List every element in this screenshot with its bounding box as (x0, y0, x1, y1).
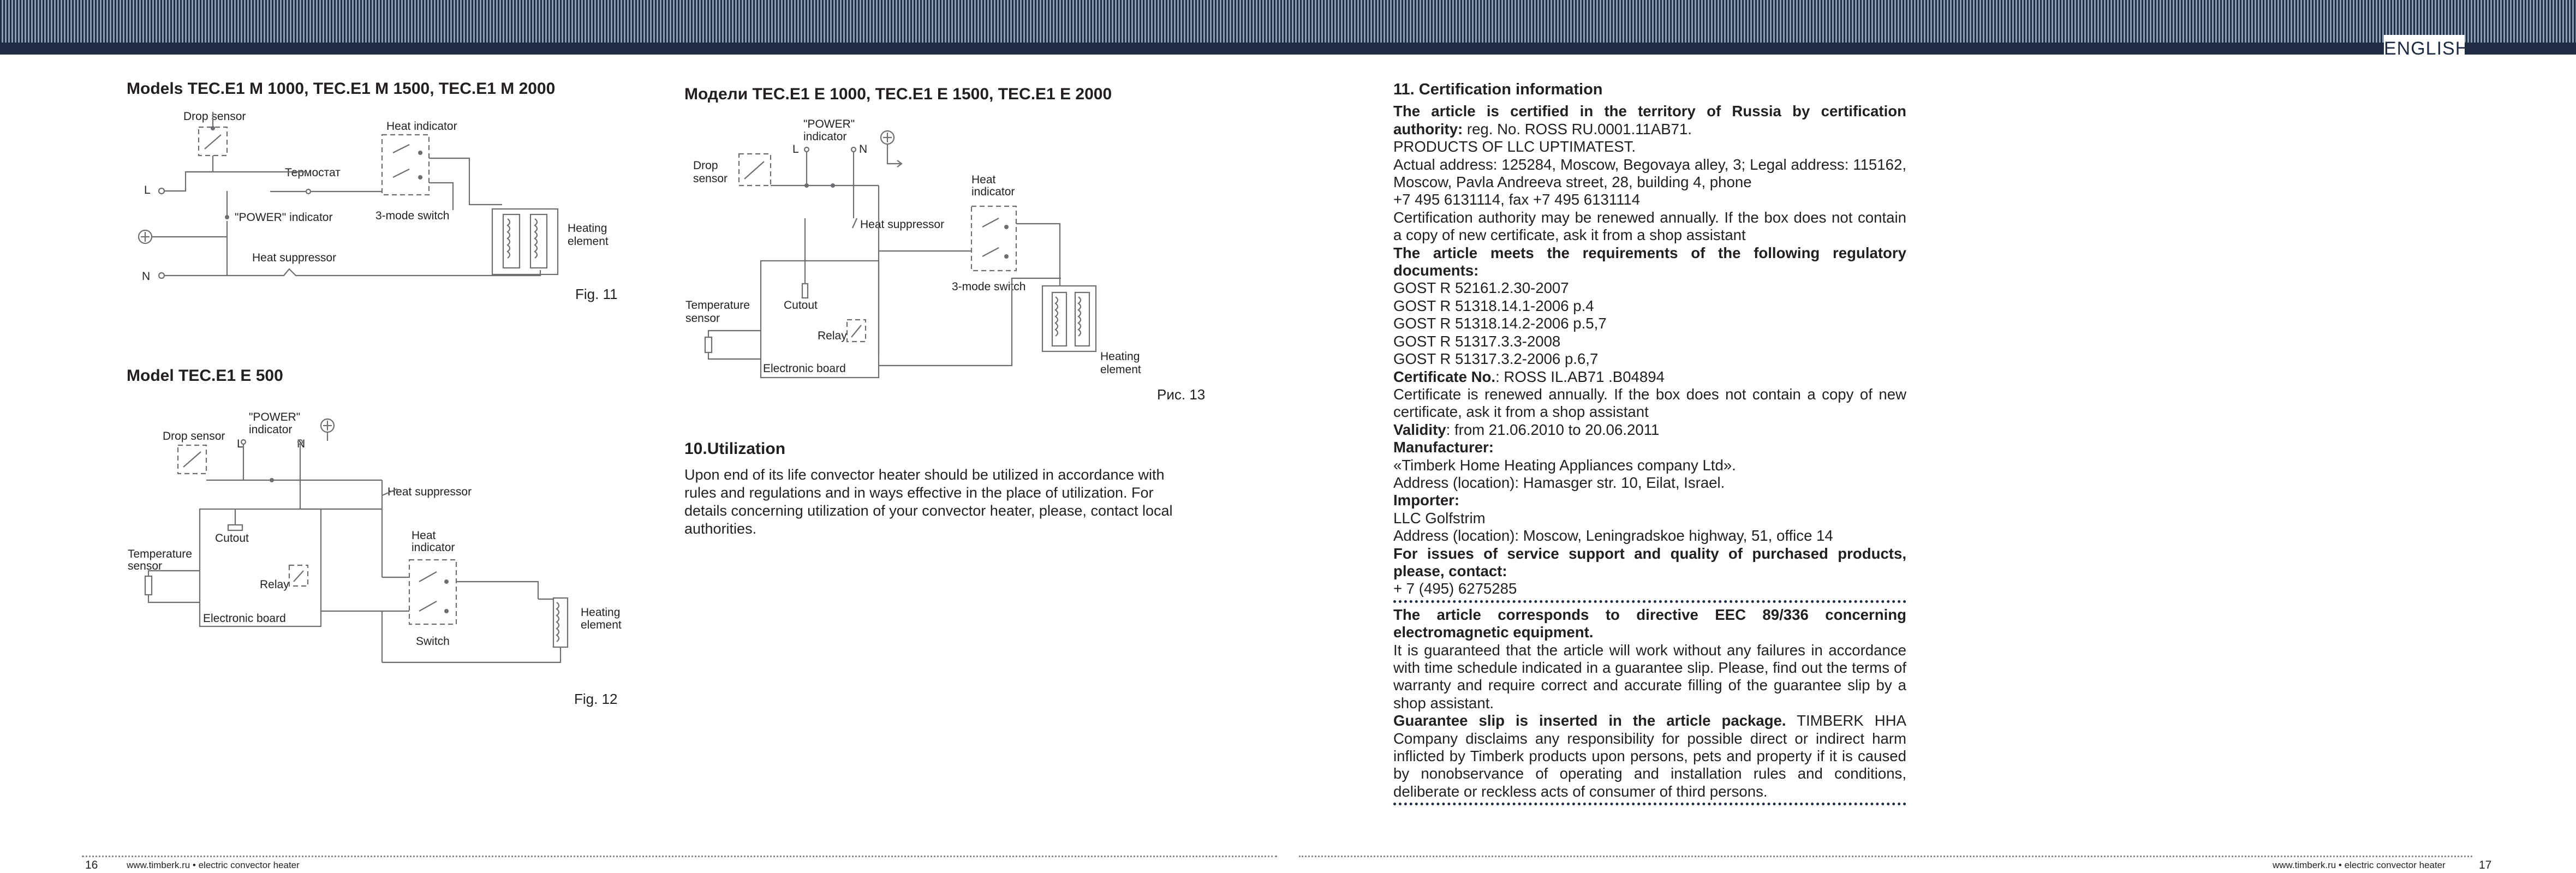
cert-authority: The article is certified in the territory of Russia by certification authority: reg. No. ROSS RU.0001.11AB71. (1393, 103, 1906, 137)
fig13-label-electronic-board: Electronic board (763, 362, 846, 375)
importer-address: Address (location): Moscow, Leningradskoe highway, 51, office 14 (1393, 527, 1833, 545)
fig13-caption: Рис. 13 (1157, 386, 1206, 403)
fig12-label-switch: Switch (416, 635, 450, 648)
service-contact: For issues of service support and quality of purchased products, please, contact: (1393, 545, 1906, 579)
fig13-label-indicator: indicator (803, 130, 847, 143)
fig13-label-element: element (1100, 363, 1141, 376)
fig11-label-heating: Heating (568, 222, 607, 235)
cert-number: Certificate No.: ROSS IL.AB71 .B04894 (1393, 368, 1665, 385)
fig12-label-n: N (297, 438, 306, 450)
fig13-label-relay: Relay (818, 330, 847, 342)
manufacturer-label: Manufacturer: (1393, 439, 1494, 456)
fig12-label-power: "POWER" (249, 411, 301, 423)
fig11-label-element: element (568, 235, 609, 248)
fig13-label-n: N (859, 143, 868, 156)
fig12-label-cutout: Cutout (215, 532, 249, 545)
gost-item: GOST R 51317.3.2-2006 p.6,7 (1393, 350, 1599, 368)
fig11-label-l: L (144, 184, 151, 196)
fig12-caption: Fig. 12 (574, 691, 618, 707)
fig12-label-drop-sensor: Drop sensor (163, 430, 225, 443)
fig12-circuit-diagram (126, 408, 649, 681)
fig13-label-temperature: Temperature (685, 299, 750, 312)
fig13-label-heat-indicator: indicator (971, 186, 1015, 198)
footer-rule-left (82, 856, 1277, 857)
header-band (0, 43, 2576, 55)
fig12-label-indicator: indicator (249, 423, 293, 436)
fig11-label-heat-indicator: Heat indicator (386, 120, 457, 133)
fig12-label-heat-indicator: indicator (412, 541, 455, 554)
section-divider (1393, 803, 1906, 805)
fig13-label-drop: Drop (693, 159, 718, 172)
fig11-label-n: N (142, 270, 151, 283)
cert-renew: Certification authority may be renewed annually. If the box does not contain a copy of new certificate, ask it from a shop assistant (1393, 208, 1906, 244)
fig13-label-l: L (792, 143, 799, 156)
fig11-label-heat-suppressor: Heat suppressor (252, 252, 337, 264)
fig13-label-temp-sensor: sensor (685, 312, 720, 325)
service-phone: + 7 (495) 6275285 (1393, 580, 1517, 597)
language-tab: ENGLISH (2384, 35, 2465, 62)
cert-title: 11. Certification information (1393, 81, 1603, 98)
fig13-label-power: "POWER" (803, 118, 855, 130)
footer-rule-right (1299, 856, 2472, 857)
fig12-label-temperature: Temperature (128, 548, 192, 560)
fig13-label-heat-suppressor: Heat suppressor (860, 218, 945, 231)
utilization-title: 10.Utilization (684, 440, 786, 458)
guarantee-slip: Guarantee slip is inserted in the article package. TIMBERK HHA Company disclaims any responsibility for possible direct or indirect harm inflicted by Timberk products upon persons, pets and property if it is caused by nonobservance of operating and installation rules and conditions, deliberate or reckless acts of consumer of third persons. (1393, 712, 1906, 800)
importer-label: Importer: (1393, 492, 1460, 509)
fig11-label-mode-switch: 3-mode switch (375, 210, 450, 222)
eec-directive: The article corresponds to directive EEC 89/336 concerning electromagnetic equipment. (1393, 606, 1906, 641)
footer-text-left: www.timberk.ru • electric convector heater (127, 860, 300, 870)
manufacturer-name: «Timberk Home Heating Appliances company Ltd». (1393, 456, 1736, 474)
fig12-label-electronic-board: Electronic board (203, 612, 286, 625)
fig11-circuit-diagram (126, 106, 628, 314)
cert-products: PRODUCTS OF LLC UPTIMATEST. (1393, 138, 1636, 156)
fig12-label-relay: Relay (260, 578, 289, 591)
fig11-caption: Fig. 11 (575, 286, 618, 302)
fig12-label-heating: Heating (581, 606, 621, 619)
fig12-label-sensor: sensor (128, 560, 163, 572)
cert-renew-annual: Certificate is renewed annually. If the box does not contain a copy of new certificate, ask it from a shop assistant (1393, 385, 1906, 421)
fig12-label-element: element (581, 619, 622, 631)
footer-text-right: www.timberk.ru • electric convector heater (2273, 860, 2446, 870)
manufacturer-address: Address (location): Hamasger str. 10, Eilat, Israel. (1393, 474, 1725, 491)
gost-item: GOST R 51318.14.1-2006 p.4 (1393, 297, 1594, 314)
fig12-label-heat: Heat (412, 529, 436, 542)
fig13-label-cutout: Cutout (784, 299, 818, 312)
utilization-body: Upon end of its life convector heater should be utilized in accordance with rules and regulations and in ways effective in the place of utilization. For details concerning utilization of your convector heater, please, contact local authorities. (684, 467, 1173, 537)
fig11-label-drop-sensor: Drop sensor (183, 110, 246, 123)
fig12-label-l: L (237, 438, 243, 450)
cert-address: Actual address: 125284, Moscow, Begovaya alley, 3; Legal address: 115162, Moscow, Pavla Andreeva street, 28, building 4, phone (1393, 156, 1906, 191)
certification-section (1393, 81, 1906, 809)
fig12-label-heat-suppressor: Heat suppressor (387, 486, 472, 498)
fig13-label-heating: Heating (1100, 350, 1140, 363)
fig12-title: Model TEC.E1 E 500 (127, 367, 283, 385)
page-number-left: 16 (85, 859, 98, 871)
fig13-label-sensor: sensor (693, 172, 728, 185)
gost-item: GOST R 52161.2.30-2007 (1393, 279, 1569, 297)
gost-item: GOST R 51318.14.2-2006 p.5,7 (1393, 315, 1607, 332)
fig13-label-mode-switch: 3-mode switch (952, 280, 1026, 293)
fig11-title: Models TEC.E1 M 1000, TEC.E1 M 1500, TEC.E1 M 2000 (127, 80, 556, 98)
fig13-circuit-diagram (684, 115, 1208, 398)
guarantee-text: It is guaranteed that the article will work without any failures in accordance with time schedule indicated in a guarantee slip. Please, find out the terms of warranty and require correct and accurate filling of the guarantee slip by a shop assistant. (1393, 641, 1906, 711)
importer-name: LLC Golfstrim (1393, 509, 1486, 527)
page-number-right: 17 (2479, 859, 2492, 871)
cert-requirements: The article meets the requirements of the following regulatory documents: (1393, 244, 1906, 279)
fig13-title: Модели TEC.E1 E 1000, TEC.E1 E 1500, TEC.E1 E 2000 (684, 85, 1112, 103)
cert-phone: +7 495 6131114, fax +7 495 6131114 (1393, 191, 1641, 208)
fig11-label-thermostat: Термостат (285, 166, 341, 179)
cert-validity: Validity: from 21.06.2010 to 20.06.2011 (1393, 421, 1660, 438)
fig13-label-heat: Heat (971, 174, 996, 186)
section-divider (1393, 600, 1906, 603)
gost-item: GOST R 51317.3.3-2008 (1393, 332, 1561, 350)
fig11-label-power-indicator: "POWER" indicator (235, 211, 333, 224)
